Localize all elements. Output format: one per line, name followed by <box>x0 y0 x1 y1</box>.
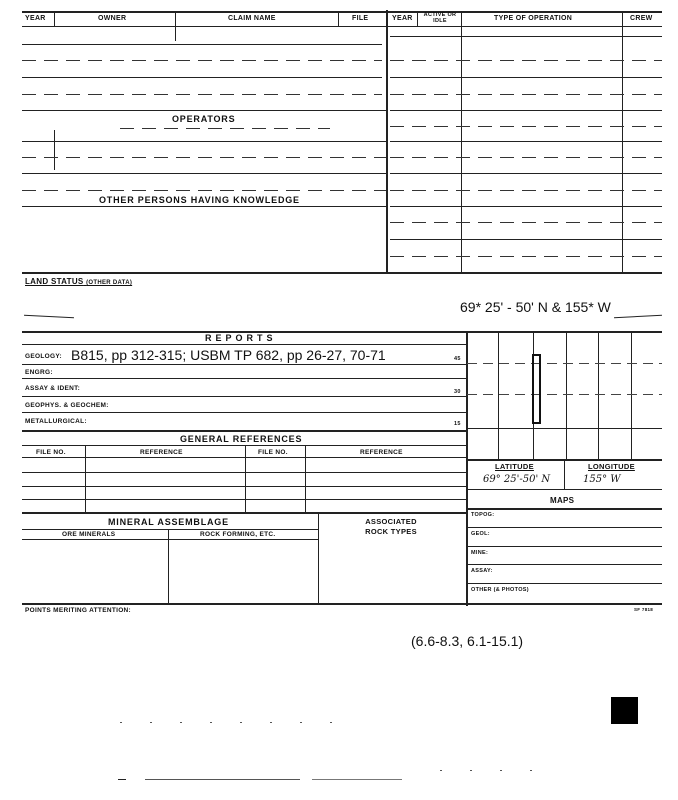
engrg-label: ENGRG: <box>25 369 53 376</box>
geology-label: GEOLOGY: <box>25 353 62 360</box>
map-assay-label: ASSAY: <box>471 568 493 574</box>
header-claim-name: CLAIM NAME <box>228 15 276 22</box>
land-status-sublabel: (OTHER DATA) <box>86 280 133 286</box>
gr-col-reference-1: REFERENCE <box>140 449 183 456</box>
map-geol-label: GEOL: <box>471 531 490 537</box>
ore-minerals-label: ORE MINERALS <box>62 531 116 538</box>
header-type-of-operation: TYPE OF OPERATION <box>494 15 573 22</box>
points-meriting-attention-label: POINTS MERITING ATTENTION: <box>25 607 132 614</box>
location-marker-box <box>532 354 541 424</box>
header-crew: CREW <box>630 15 653 22</box>
gr-col-reference-2: REFERENCE <box>360 449 403 456</box>
assay-ident-label: ASSAY & IDENT: <box>25 385 81 392</box>
gr-col-file-no-2: FILE NO. <box>258 449 288 456</box>
black-square-mark <box>611 697 638 724</box>
latitude-handwritten: 69° 25'-50' N <box>483 474 551 485</box>
land-status-label <box>25 277 132 286</box>
geophys-label: GEOPHYS. & GEOCHEM: <box>25 402 109 409</box>
header-year-2: YEAR <box>392 15 413 22</box>
form-code: SF 7818 <box>634 607 654 612</box>
scale-45: 45 <box>454 356 461 362</box>
range-note: (6.6-8.3, 6.1-15.1) <box>411 633 524 649</box>
associated-rock-types: ASSOCIATED ROCK TYPES <box>365 517 417 536</box>
geology-value: B815, pp 312-315; USBM TP 682, pp 26-27, 70-71 <box>71 347 386 363</box>
header-year: YEAR <box>25 15 46 22</box>
longitude-handwritten: 155° W <box>583 474 621 485</box>
general-references-title: GENERAL REFERENCES <box>180 434 303 444</box>
scale-15: 15 <box>454 421 461 427</box>
coordinates-text: 69* 25' - 50' N & 155* W <box>460 299 611 315</box>
map-other-label: OTHER (& PHOTOS) <box>471 587 529 593</box>
mineral-assemblage-title: MINERAL ASSEMBLAGE <box>108 517 229 527</box>
map-mine-label: MINE: <box>471 550 489 556</box>
gr-col-file-no-1: FILE NO. <box>36 449 66 456</box>
scale-30: 30 <box>454 389 461 395</box>
rock-forming-label: ROCK FORMING, ETC. <box>200 531 276 538</box>
reports-title: REPORTS <box>205 333 277 343</box>
header-file: FILE <box>352 15 369 22</box>
operators-label: OPERATORS <box>172 114 236 124</box>
maps-title: MAPS <box>550 496 575 505</box>
other-persons-label: OTHER PERSONS HAVING KNOWLEDGE <box>99 195 300 205</box>
longitude-label: LONGITUDE <box>588 462 635 471</box>
map-topog-label: TOPOG: <box>471 512 495 518</box>
land-status-title: LAND STATUS <box>25 277 84 286</box>
metallurgical-label: METALLURGICAL: <box>25 418 87 425</box>
latitude-label: LATITUDE <box>495 462 534 471</box>
header-active-or-idle: ACTIVE OR IDLE <box>423 12 457 24</box>
header-owner: OWNER <box>98 15 127 22</box>
